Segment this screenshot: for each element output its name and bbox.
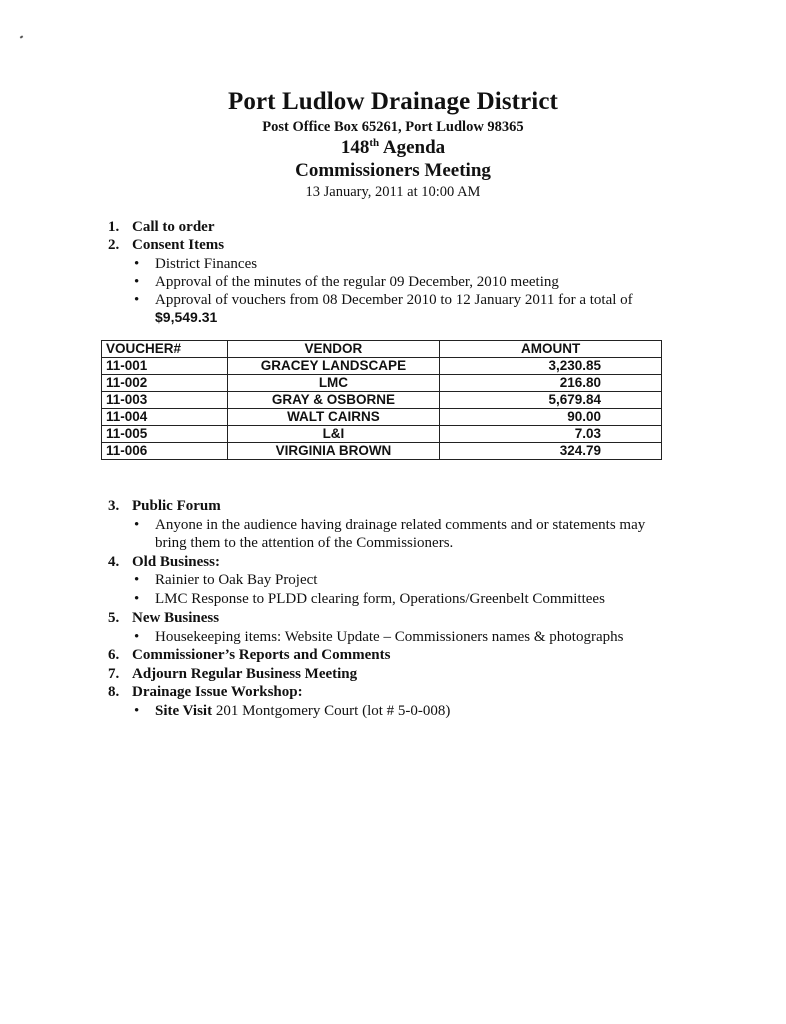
voucher-total-amount: $9,549.31 [155,309,218,325]
bullet-icon: • [134,703,140,719]
table-row [102,443,662,460]
agenda-suffix: th [369,137,380,149]
meeting-title: Commissioners Meeting [295,160,491,181]
bullet-icon: • [134,517,140,533]
vendor-name: VIRGINIA BROWN [227,443,439,460]
agenda-number: 148 [340,137,370,158]
vendor-name: L&I [227,426,439,443]
item-number: 2. [108,237,120,253]
voucher-number: 11-002 [102,375,228,392]
bullet-text: Anyone in the audience having drainage related comments and or statements may [155,517,646,533]
voucher-number: 11-005 [102,426,228,443]
district-title: Port Ludlow Drainage District [228,88,558,115]
column-header-vendor: VENDOR [227,341,439,358]
bullet-text: Housekeeping items: Website Update – Commissioners names & photographs [155,629,624,645]
voucher-number: 11-006 [102,443,228,460]
voucher-table [101,340,662,460]
voucher-amount: 216.80 [440,375,662,392]
bullet-text: Approval of vouchers from 08 December 2010 to 12 January 2011 for a total of [155,292,633,308]
item-label: Public Forum [132,498,221,514]
item-number: 7. [108,666,120,682]
table-row [102,426,662,443]
voucher-amount: 324.79 [440,443,662,460]
item-label: New Business [132,610,220,626]
meeting-date: 13 January, 2011 at 10:00 AM [305,184,481,200]
item-label: Consent Items [132,237,225,253]
item-number: 3. [108,498,120,514]
voucher-number: 11-004 [102,409,228,426]
bullet-icon: • [134,292,140,308]
site-visit-label: Site Visit [155,703,213,719]
bullet-icon: • [134,629,140,645]
item-label: Call to order [132,219,215,235]
district-address: Post Office Box 65261, Port Ludlow 98365 [262,119,524,135]
item-number: 1. [108,219,120,235]
vendor-name: LMC [227,375,439,392]
column-header-voucher: VOUCHER# [102,341,228,358]
agenda-heading [0,137,786,159]
voucher-amount: 90.00 [440,409,662,426]
voucher-number: 11-001 [102,358,228,375]
item-number: 8. [108,684,120,700]
item-label: Adjourn Regular Business Meeting [132,666,358,682]
item-label: Drainage Issue Workshop: [132,684,303,700]
bullet-text: LMC Response to PLDD clearing form, Operations/Greenbelt Committees [155,591,605,607]
bullet-text: District Finances [155,256,258,272]
table-row [102,358,662,375]
vendor-name: GRAY & OSBORNE [227,392,439,409]
vendor-name: GRACEY LANDSCAPE [227,358,439,375]
bullet-icon: • [134,591,140,607]
table-row [102,375,662,392]
voucher-amount: 3,230.85 [440,358,662,375]
site-visit-detail: 201 Montgomery Court (lot # 5-0-008) [212,703,451,719]
bullet-text: bring them to the attention of the Commissioners. [155,535,454,551]
bullet-icon: • [134,256,140,272]
column-header-amount: AMOUNT [440,341,662,358]
agenda-label: Agenda [382,137,446,158]
item-number: 5. [108,610,120,626]
voucher-amount: 5,679.84 [440,392,662,409]
item-label: Old Business: [132,554,220,570]
bullet-text [155,702,450,720]
item-number: 6. [108,647,120,663]
table-row [102,409,662,426]
voucher-number: 11-003 [102,392,228,409]
item-number: 4. [108,554,120,570]
bullet-icon: • [134,274,140,290]
voucher-amount: 7.03 [440,426,662,443]
table-header-row [102,341,662,358]
scan-speck [20,35,24,38]
item-label: Commissioner’s Reports and Comments [132,647,391,663]
table-row [102,392,662,409]
bullet-text: Rainier to Oak Bay Project [155,572,318,588]
bullet-text: Approval of the minutes of the regular 09 December, 2010 meeting [155,274,559,290]
vendor-name: WALT CAIRNS [227,409,439,426]
bullet-icon: • [134,572,140,588]
